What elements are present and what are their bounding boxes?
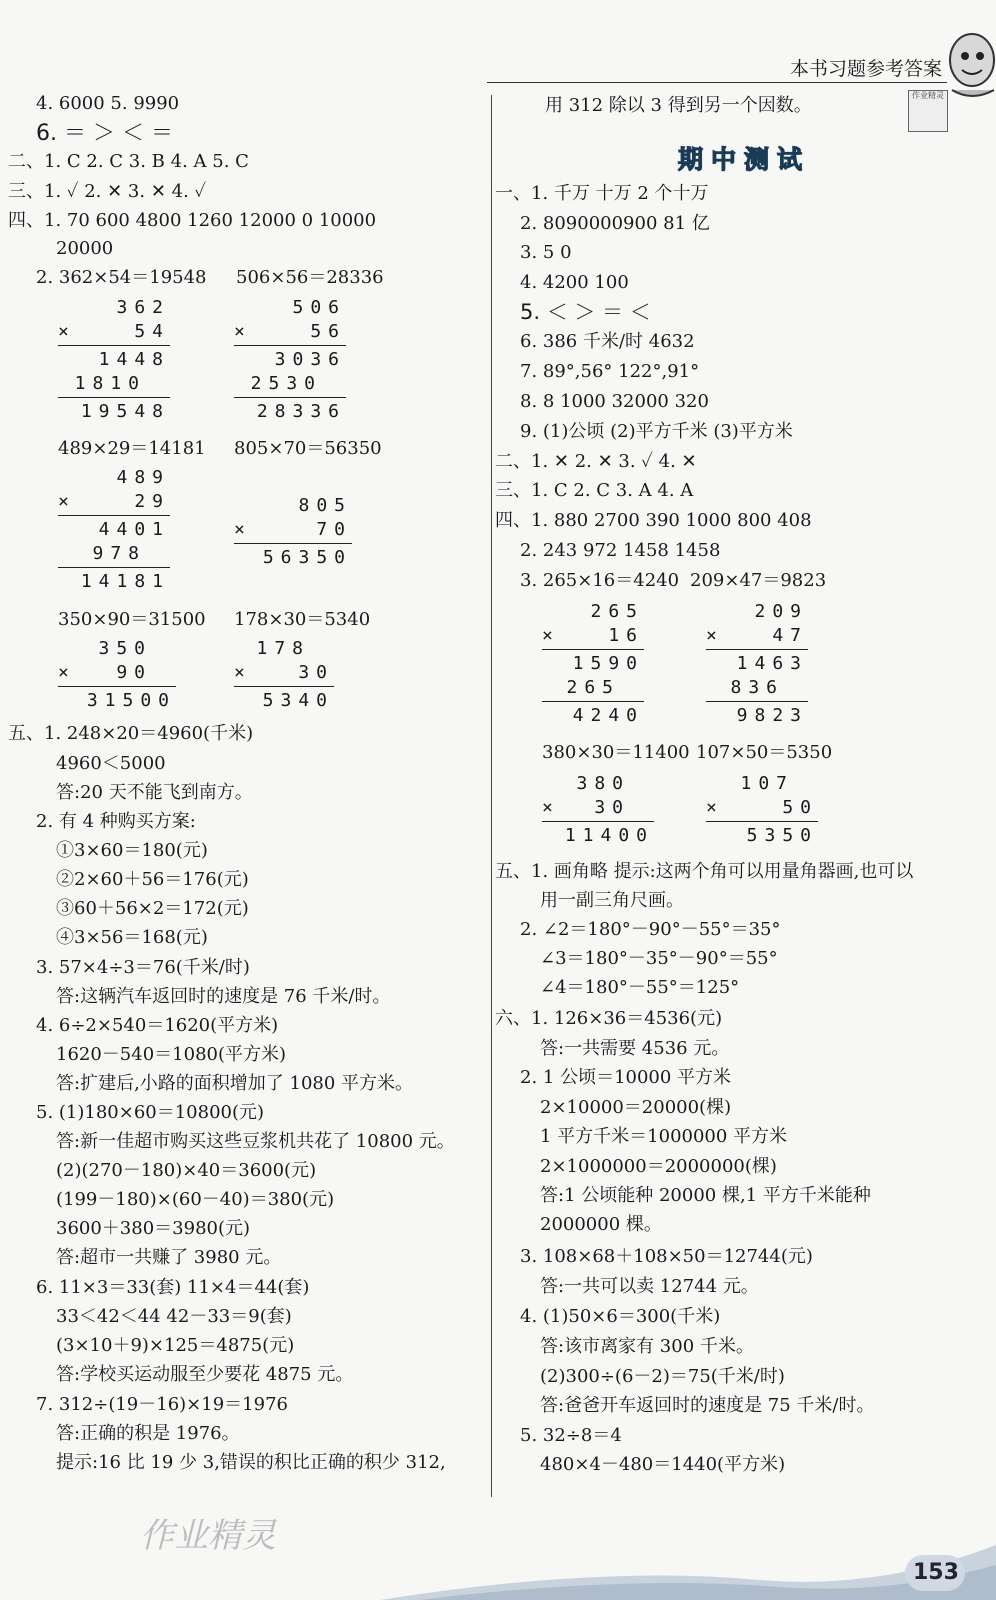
answer-line: 二、1. C 2. C 3. B 4. A 5. C <box>8 151 249 172</box>
answer-line: 6. 386 千米/时 4632 <box>520 331 695 352</box>
answer-line: 506×56＝28336 <box>236 267 384 288</box>
vm-partial: 3036 <box>274 349 346 370</box>
answer-line: (2)(270－180)×40＝3600(元) <box>56 1160 317 1181</box>
answer-line: 2. 1 公顷＝10000 平方米 <box>520 1067 732 1088</box>
answer-line: 3600＋380＝3980(元) <box>56 1218 251 1239</box>
answer-line: 2. 8090000900 81 亿 <box>520 213 710 234</box>
vm-product: 19548 <box>80 401 170 422</box>
vm-rule <box>58 515 170 516</box>
answer-line: 二、1. ✕ 2. ✕ 3. ✓ 4. ✕ <box>495 451 697 472</box>
answer-line: 六、1. 126×36＝4536(元) <box>495 1008 723 1029</box>
answer-line: 答:新一佳超市购买这些豆浆机共花了 10800 元。 <box>56 1131 455 1152</box>
answer-line: 2. 有 4 种购买方案: <box>36 811 196 832</box>
vm-partial: 1590 <box>572 653 644 674</box>
vm-rule <box>58 686 176 687</box>
vm-product: 11400 <box>564 825 654 846</box>
answer-line: 9. (1)公顷 (2)平方千米 (3)平方米 <box>520 421 793 442</box>
answer-line: 3. 108×68＋108×50＝12744(元) <box>520 1246 813 1267</box>
answer-line: 5. 32÷8＝4 <box>520 1425 622 1446</box>
answer-line: 四、1. 70 600 4800 1260 12000 0 10000 <box>8 210 377 231</box>
answer-line: ②2×60＋56＝176(元) <box>56 869 249 890</box>
vm-partial: 1448 <box>98 349 170 370</box>
vm-product: 4240 <box>572 705 644 726</box>
answer-line: 2. 243 972 1458 1458 <box>520 540 721 561</box>
vm-rule <box>706 649 808 650</box>
answer-line: 1620－540＝1080(平方米) <box>56 1044 287 1065</box>
vm-rule <box>58 397 170 398</box>
answer-line: 答:超市一共赚了 3980 元。 <box>56 1247 282 1268</box>
answer-line: 提示:16 比 19 少 3,错误的积比正确的积少 312, <box>56 1452 446 1473</box>
vm-product: 14181 <box>80 571 170 592</box>
vm-partial: 978 <box>92 543 146 564</box>
answer-line: 20000 <box>56 238 114 259</box>
vm-multiplicand: 209 <box>754 601 808 622</box>
vertical-multiplication <box>234 296 346 424</box>
vm-product: 56350 <box>262 547 352 568</box>
answer-line: 答:一共可以卖 12744 元。 <box>540 1276 759 1297</box>
answer-line: 6. 11×3＝33(套) 11×4＝44(套) <box>36 1277 310 1298</box>
footer-watermark: 作业精灵 <box>140 1516 276 1556</box>
times-sign: × <box>234 321 245 342</box>
vm-multiplier: 50 <box>782 797 818 818</box>
vm-rule <box>542 821 654 822</box>
times-sign: × <box>542 797 553 818</box>
vm-rule <box>234 345 346 346</box>
times-sign: × <box>542 625 553 646</box>
times-sign: × <box>234 519 245 540</box>
answer-line: 8. 8 1000 32000 320 <box>520 391 709 412</box>
header-title: 本书习题参考答案 <box>790 58 943 80</box>
answer-line: 3. 5 0 <box>520 242 572 263</box>
times-sign: × <box>58 662 69 683</box>
times-sign: × <box>706 797 717 818</box>
answer-line: 2000000 棵。 <box>540 1214 662 1235</box>
vm-multiplicand: 489 <box>116 467 170 488</box>
answer-line: 答:该市离家有 300 千米。 <box>540 1336 754 1357</box>
times-sign: × <box>234 662 245 683</box>
vm-multiplicand: 265 <box>590 601 644 622</box>
answer-line: 用一副三角尺画。 <box>540 890 684 911</box>
vm-rule <box>706 821 818 822</box>
column-divider <box>491 95 492 1497</box>
answer-line: 4. 6000 5. 9990 <box>36 93 180 114</box>
answer-line: 380×30＝11400 <box>542 742 690 763</box>
vm-multiplicand: 178 <box>256 638 310 659</box>
answer-line: 三、1. C 2. C 3. A 4. A <box>495 480 694 501</box>
answer-line: 2. ∠2＝180°－90°－55°＝35° <box>520 919 781 940</box>
vertical-multiplication <box>542 772 654 848</box>
answer-line: 4. (1)50×6＝300(千米) <box>520 1306 721 1327</box>
answer-line: 答:扩建后,小路的面积增加了 1080 平方米。 <box>56 1073 414 1094</box>
answer-line: 用 312 除以 3 得到另一个因数。 <box>545 95 812 116</box>
vm-multiplier: 90 <box>116 662 152 683</box>
answer-line: 1 平方千米＝1000000 平方米 <box>540 1126 788 1147</box>
vm-multiplicand: 506 <box>292 297 346 318</box>
answer-line: 答:这辆汽车返回时的速度是 76 千米/时。 <box>56 986 391 1007</box>
times-sign: × <box>706 625 717 646</box>
vm-rule <box>58 567 170 568</box>
vm-rule <box>58 345 170 346</box>
answer-line: 3. 57×4÷3＝76(千米/时) <box>36 957 250 978</box>
times-sign: × <box>58 491 69 512</box>
vm-partial: 265 <box>566 677 620 698</box>
answer-line: 一、1. 千万 十万 2 个十万 <box>495 183 709 204</box>
answer-line: 5. ＜ ＞ ＝ ＜ <box>520 300 651 324</box>
vertical-multiplication <box>234 637 334 713</box>
vertical-multiplication <box>58 637 176 713</box>
page-number: 153 <box>913 1560 959 1585</box>
stamp-text: 作业精灵 <box>912 91 944 100</box>
answer-line: (3×10＋9)×125＝4875(元) <box>56 1335 295 1356</box>
header-rule <box>487 82 947 83</box>
answer-line: (2)300÷(6－2)＝75(千米/时) <box>540 1366 785 1387</box>
answer-line: 4. 6÷2×540＝1620(平方米) <box>36 1015 279 1036</box>
vm-multiplier: 30 <box>298 662 334 683</box>
answer-line: 33＜42＜44 42－33＝9(套) <box>56 1306 292 1327</box>
vm-rule <box>542 701 644 702</box>
answer-line: 489×29＝14181 <box>58 438 206 459</box>
vm-partial: 4401 <box>98 519 170 540</box>
vm-partial: 2530 <box>250 373 322 394</box>
answer-line: 209×47＝9823 <box>690 570 827 591</box>
vm-rule <box>542 649 644 650</box>
vm-partial: 1463 <box>736 653 808 674</box>
answer-line: 2. 362×54＝19548 <box>36 267 207 288</box>
vertical-multiplication <box>542 600 644 728</box>
answer-line: 805×70＝56350 <box>234 438 382 459</box>
answer-line: 答:20 天不能飞到南方。 <box>56 782 253 803</box>
answer-line: 2×1000000＝2000000(棵) <box>540 1156 777 1177</box>
answer-line: 答:一共需要 4536 元。 <box>540 1038 730 1059</box>
vm-product: 5350 <box>746 825 818 846</box>
vm-product: 31500 <box>86 690 176 711</box>
stamp-icon <box>908 90 948 132</box>
vm-rule <box>706 701 808 702</box>
answer-line: 答:正确的积是 1976。 <box>56 1423 240 1444</box>
answer-line: ∠3＝180°－35°－90°＝55° <box>540 948 778 969</box>
answer-line: ∠4＝180°－55°＝125° <box>540 977 740 998</box>
answer-line: 五、1. 248×20＝4960(千米) <box>8 723 254 744</box>
vertical-multiplication <box>58 296 170 424</box>
vm-rule <box>234 686 334 687</box>
vm-multiplier: 56 <box>310 321 346 342</box>
answer-line: 178×30＝5340 <box>234 609 371 630</box>
answer-line: 7. 312÷(19－16)×19＝1976 <box>36 1394 288 1415</box>
answer-line: 3. 265×16＝4240 <box>520 570 680 591</box>
answer-line: 4. 4200 100 <box>520 272 629 293</box>
vertical-multiplication <box>58 466 170 594</box>
vm-rule <box>234 397 346 398</box>
answer-line: 4960＜5000 <box>56 753 166 774</box>
answer-line: 5. (1)180×60＝10800(元) <box>36 1102 265 1123</box>
vertical-multiplication <box>234 494 352 570</box>
times-sign: × <box>58 321 69 342</box>
answer-line: ③60＋56×2＝172(元) <box>56 898 249 919</box>
answer-line: 答:爸爸开车返回时的速度是 75 千米/时。 <box>540 1395 875 1416</box>
answer-line: ④3×56＝168(元) <box>56 927 208 948</box>
vm-multiplier: 54 <box>134 321 170 342</box>
vm-product: 9823 <box>736 705 808 726</box>
vm-multiplicand: 350 <box>98 638 152 659</box>
vertical-multiplication <box>706 600 808 728</box>
answer-line: 7. 89°,56° 122°,91° <box>520 361 700 382</box>
vm-multiplicand: 805 <box>298 495 352 516</box>
vm-multiplier: 16 <box>608 625 644 646</box>
vm-partial: 1810 <box>74 373 146 394</box>
answer-line: 三、1. ✓ 2. ✕ 3. ✕ 4. ✓ <box>8 181 207 202</box>
answer-line: 五、1. 画角略 提示:这两个角可以用量角器画,也可以 <box>495 861 914 882</box>
vertical-multiplication <box>706 772 818 848</box>
answer-line: 四、1. 880 2700 390 1000 800 408 <box>495 510 812 531</box>
answer-line: 107×50＝5350 <box>696 742 833 763</box>
answer-line: ①3×60＝180(元) <box>56 840 208 861</box>
vm-rule <box>234 543 352 544</box>
vm-product: 5340 <box>262 690 334 711</box>
answer-line: 6. ＝ ＞ ＜ ＝ <box>36 121 173 146</box>
vm-multiplicand: 380 <box>576 773 630 794</box>
answer-line: 480×4－480＝1440(平方米) <box>540 1454 786 1475</box>
vm-multiplier: 29 <box>134 491 170 512</box>
vm-partial: 836 <box>730 677 784 698</box>
vm-product: 28336 <box>256 401 346 422</box>
vm-multiplier: 70 <box>316 519 352 540</box>
answer-line: 350×90＝31500 <box>58 609 206 630</box>
vm-multiplier: 47 <box>772 625 808 646</box>
vm-multiplicand: 362 <box>116 297 170 318</box>
answer-line: 2×10000＝20000(棵) <box>540 1097 732 1118</box>
answer-line: (199－180)×(60－40)＝380(元) <box>56 1189 335 1210</box>
answer-line: 答:学校买运动服至少要花 4875 元。 <box>56 1364 354 1385</box>
vm-multiplier: 30 <box>594 797 630 818</box>
answer-line: 答:1 公顷能种 20000 棵,1 平方千米能种 <box>540 1185 871 1206</box>
section-title: 期中测试 <box>678 145 811 174</box>
vm-multiplicand: 107 <box>740 773 794 794</box>
